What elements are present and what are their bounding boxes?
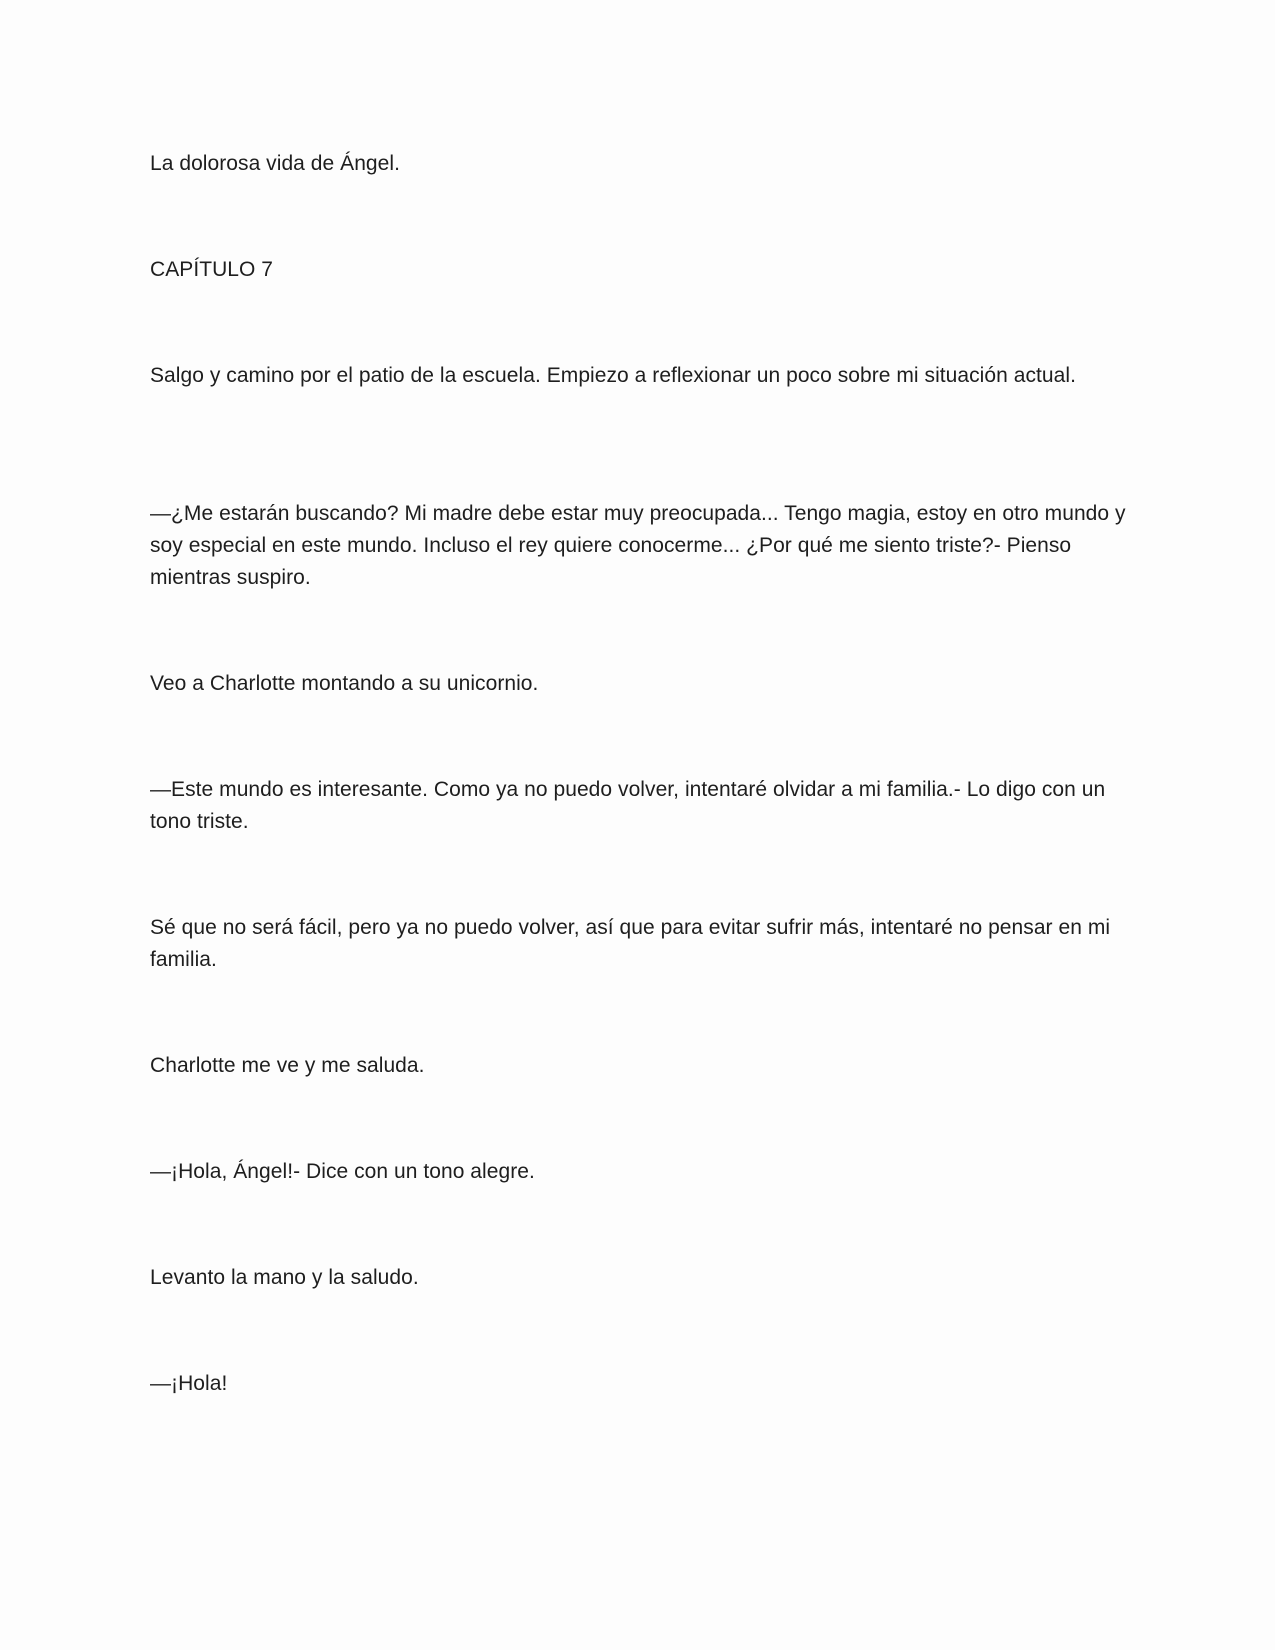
paragraph: Levanto la mano y la saludo.: [150, 1266, 419, 1289]
paragraph: Charlotte me ve y me saluda.: [150, 1054, 425, 1077]
paragraph: —¡Hola!: [150, 1372, 228, 1395]
document-title: La dolorosa vida de Ángel.: [150, 152, 400, 175]
paragraph: —¡Hola, Ángel!- Dice con un tono alegre.: [150, 1160, 535, 1183]
paragraph: —¿Me estarán buscando? Mi madre debe estar muy preocupada... Tengo magia, estoy en otro mundo y soy especial en este mundo. Incluso el rey quiere conocerme... ¿Por qué me siento triste?- Pienso mientras suspiro.: [150, 502, 1126, 589]
paragraph: —Este mundo es interesante. Como ya no puedo volver, intentaré olvidar a mi familia.- Lo digo con un tono triste.: [150, 778, 1106, 833]
paragraph: Sé que no será fácil, pero ya no puedo volver, así que para evitar sufrir más, intentaré no pensar en mi familia.: [150, 916, 1111, 971]
paragraph: Salgo y camino por el patio de la escuela. Empiezo a reflexionar un poco sobre mi situación actual.: [150, 364, 1076, 387]
chapter-heading: CAPÍTULO 7: [150, 258, 274, 281]
paragraph: Veo a Charlotte montando a su unicornio.: [150, 672, 539, 695]
